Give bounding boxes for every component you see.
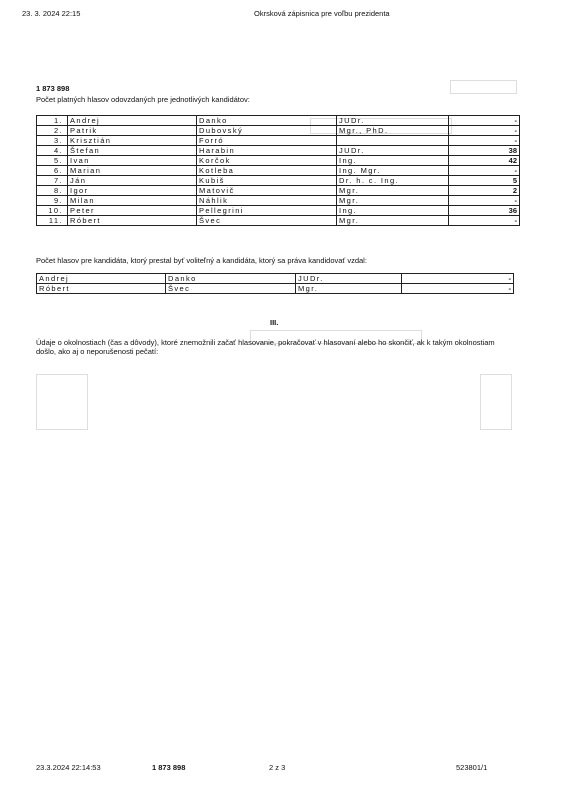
header-datetime: 23. 3. 2024 22:15 <box>22 9 81 18</box>
ghost-box <box>36 374 88 430</box>
candidate-row <box>37 206 520 216</box>
candidate-number: 6. <box>37 166 68 176</box>
candidate-title: JUDr. <box>337 146 449 156</box>
candidate-last-name: Pellegrini <box>197 206 337 216</box>
candidate-first-name: Ján <box>68 176 197 186</box>
candidate-title <box>337 136 449 146</box>
withdrawn-last-name: Švec <box>166 284 296 294</box>
candidate-title: Mgr. <box>337 216 449 226</box>
withdrawn-last-name: Danko <box>166 274 296 284</box>
candidate-first-name: Peter <box>68 206 197 216</box>
candidates-table <box>36 115 520 226</box>
footer-page: 2 z 3 <box>269 763 286 772</box>
candidate-votes: 42 <box>449 156 520 166</box>
candidate-first-name: Štefan <box>68 146 197 156</box>
candidate-title: Ing. <box>337 206 449 216</box>
withdrawn-title: Mgr. <box>296 284 402 294</box>
candidate-number: 1. <box>37 116 68 126</box>
candidate-number: 5. <box>37 156 68 166</box>
withdrawn-votes: - <box>402 274 514 284</box>
candidate-first-name: Igor <box>68 186 197 196</box>
candidate-last-name: Dubovský <box>197 126 337 136</box>
candidate-last-name: Švec <box>197 216 337 226</box>
candidate-votes: - <box>449 136 520 146</box>
candidate-row <box>37 176 520 186</box>
footer-datetime: 23.3.2024 22:14:53 <box>36 763 101 772</box>
candidate-row <box>37 166 520 176</box>
candidate-first-name: Marian <box>68 166 197 176</box>
candidate-number: 3. <box>37 136 68 146</box>
candidate-number: 9. <box>37 196 68 206</box>
candidate-title: Mgr., PhD. <box>337 126 449 136</box>
candidate-title: JUDr. <box>337 116 449 126</box>
candidate-row <box>37 146 520 156</box>
candidate-number: 8. <box>37 186 68 196</box>
candidate-number: 10. <box>37 206 68 216</box>
candidate-last-name: Harabin <box>197 146 337 156</box>
candidate-title: Ing. <box>337 156 449 166</box>
ghost-box <box>450 80 517 94</box>
circumstances-text: Údaje o okolnostiach (čas a dôvody), ktoré znemožnili začať hlasovanie, pokračovať v hlasovaní alebo ho skončiť, ak k takým okolnostiam došlo, ako aj o neporušenosti pečatí: <box>36 338 495 356</box>
candidate-row <box>37 136 520 146</box>
withdrawn-heading: Počet hlasov pre kandidáta, ktorý prestal byť voliteľný a kandidáta, ktorý sa práva kandidovať vzdal: <box>36 256 367 265</box>
candidate-row <box>37 216 520 226</box>
withdrawn-first-name: Róbert <box>37 284 166 294</box>
candidate-row <box>37 156 520 166</box>
candidate-title: Mgr. <box>337 196 449 206</box>
candidate-last-name: Matovič <box>197 186 337 196</box>
candidate-row <box>37 196 520 206</box>
candidate-title: Ing. Mgr. <box>337 166 449 176</box>
candidate-last-name: Korčok <box>197 156 337 166</box>
candidate-last-name: Kotleba <box>197 166 337 176</box>
candidate-votes: - <box>449 126 520 136</box>
section-id: 1 873 898 <box>36 84 70 93</box>
candidate-votes: 2 <box>449 186 520 196</box>
candidate-votes: - <box>449 166 520 176</box>
withdrawn-row <box>37 274 514 284</box>
withdrawn-row <box>37 284 514 294</box>
candidate-first-name: Milan <box>68 196 197 206</box>
candidate-first-name: Ivan <box>68 156 197 166</box>
candidate-number: 4. <box>37 146 68 156</box>
candidate-votes: 5 <box>449 176 520 186</box>
footer-section-id: 1 873 898 <box>152 763 186 772</box>
withdrawn-first-name: Andrej <box>37 274 166 284</box>
candidate-last-name: Danko <box>197 116 337 126</box>
candidate-votes: 38 <box>449 146 520 156</box>
candidate-votes: - <box>449 216 520 226</box>
candidate-number: 7. <box>37 176 68 186</box>
ghost-box <box>480 374 512 430</box>
candidate-votes: - <box>449 196 520 206</box>
footer-code: 523801/1 <box>456 763 488 772</box>
valid-votes-heading: Počet platných hlasov odovzdaných pre jednotlivých kandidátov: <box>36 95 250 104</box>
candidate-last-name: Náhlik <box>197 196 337 206</box>
candidate-row <box>37 186 520 196</box>
withdrawn-table <box>36 273 514 294</box>
candidate-last-name: Kubiš <box>197 176 337 186</box>
candidate-number: 11. <box>37 216 68 226</box>
candidate-votes: - <box>449 116 520 126</box>
withdrawn-title: JUDr. <box>296 274 402 284</box>
candidate-first-name: Andrej <box>68 116 197 126</box>
section-iii-title: III. <box>270 318 279 327</box>
candidate-number: 2. <box>37 126 68 136</box>
candidate-row <box>37 126 520 136</box>
candidate-title: Dr. h. c. Ing. <box>337 176 449 186</box>
candidate-first-name: Krisztián <box>68 136 197 146</box>
candidate-first-name: Róbert <box>68 216 197 226</box>
candidate-title: Mgr. <box>337 186 449 196</box>
candidate-votes: 36 <box>449 206 520 216</box>
header-title: Okrsková zápisnica pre voľbu prezidenta <box>254 9 390 18</box>
candidate-row <box>37 116 520 126</box>
withdrawn-votes: - <box>402 284 514 294</box>
candidate-last-name: Forró <box>197 136 337 146</box>
candidate-first-name: Patrik <box>68 126 197 136</box>
